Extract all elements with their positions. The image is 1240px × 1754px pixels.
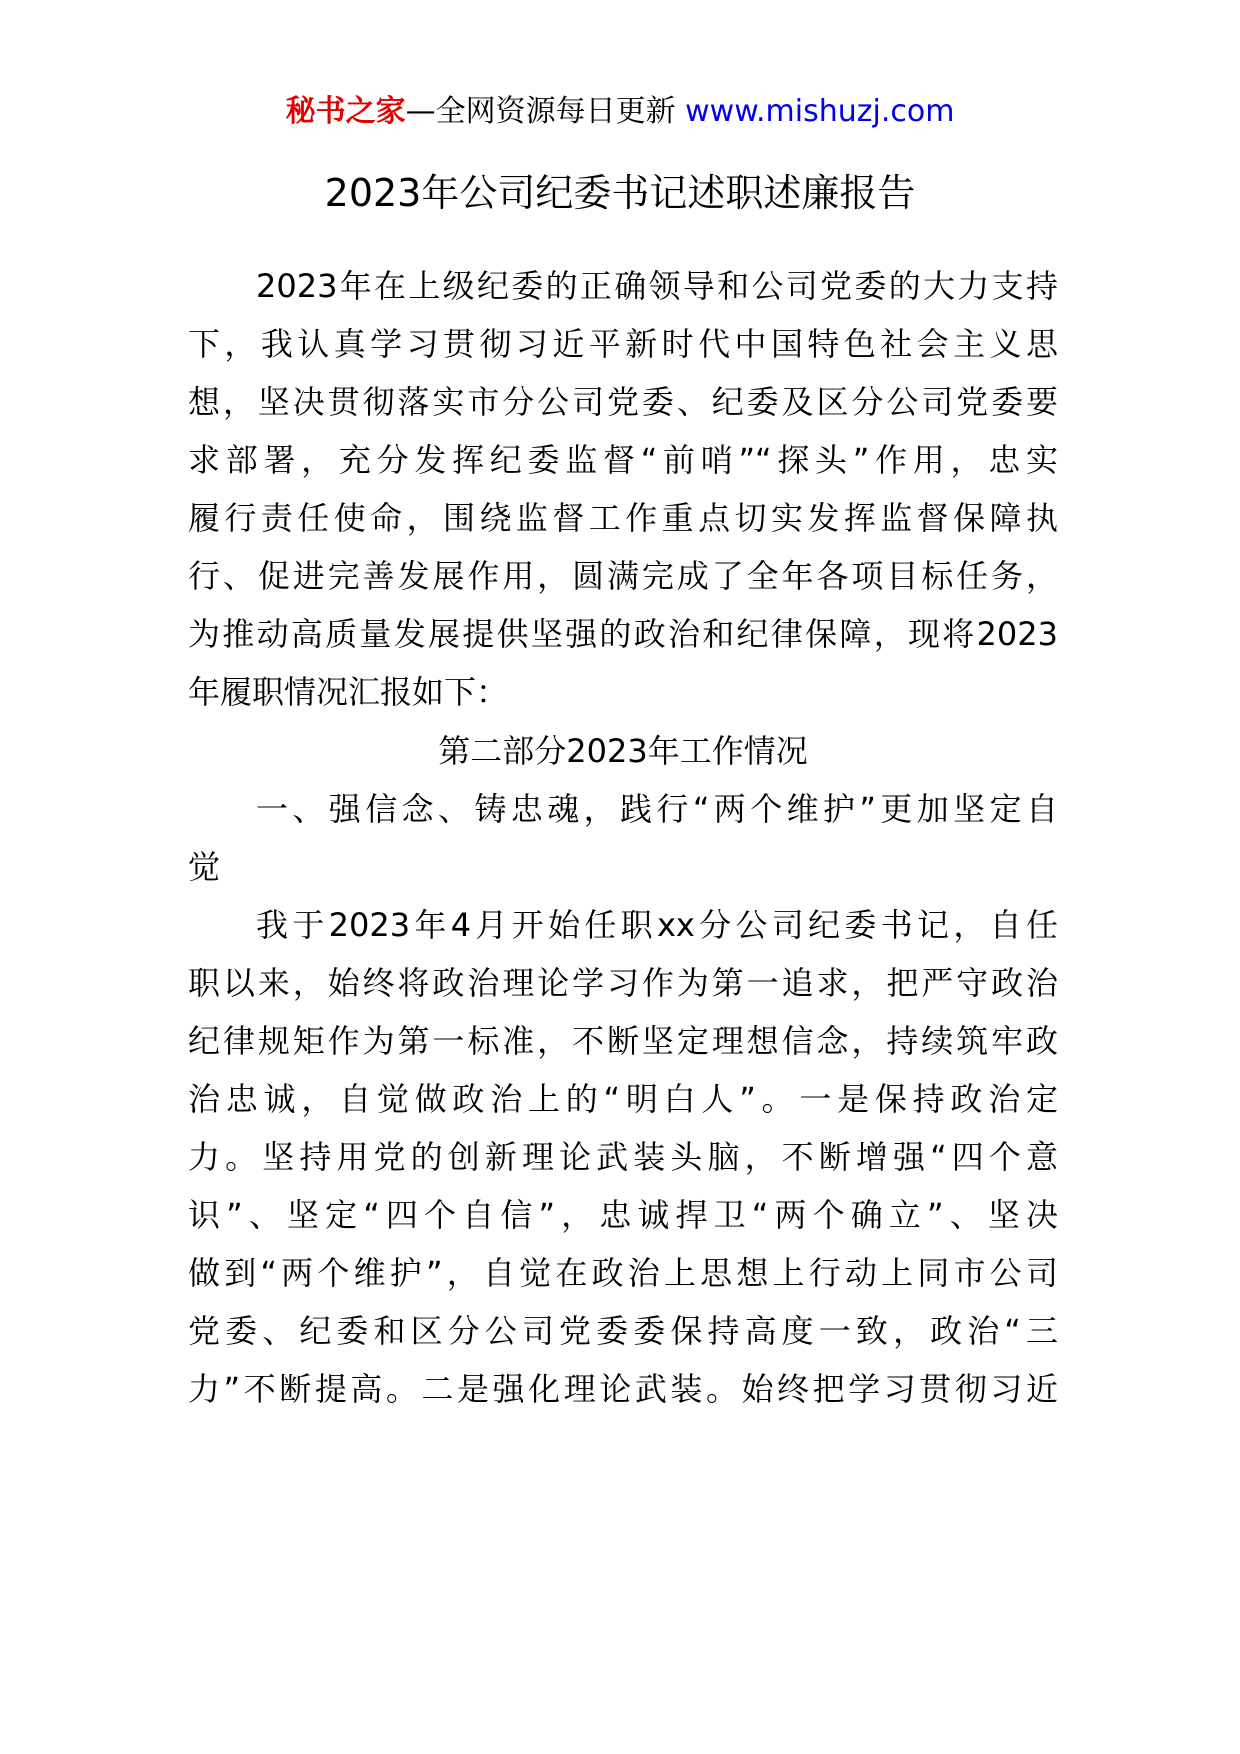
document-title: 2023年公司纪委书记述职述廉报告 [324, 171, 916, 215]
body-line: 求部署，充分发挥纪委监督“前哨”“探头”作用，忠实 [188, 441, 1058, 479]
subsection-heading-cont: 觉 [188, 848, 221, 886]
body-line: 履行责任使命，围绕监督工作重点切实发挥监督保障执 [188, 499, 1058, 537]
body-line: 我于2023年4月开始任职xx分公司纪委书记，自任 [256, 906, 1058, 944]
body-line: 党委、纪委和区分公司党委委保持高度一致，政治“三 [188, 1312, 1058, 1350]
body-line: 职以来，始终将政治理论学习作为第一追求，把严守政治 [188, 964, 1058, 1002]
body-line: 纪律规矩作为第一标准，不断坚定理想信念，持续筑牢政 [188, 1022, 1058, 1060]
section-heading: 第二部分2023年工作情况 [438, 732, 808, 770]
site-url-link[interactable]: www.mishuzj.com [685, 94, 955, 129]
body-line: 力。坚持用党的创新理论武装头脑，不断增强“四个意 [188, 1138, 1058, 1176]
body-line: 为推动高质量发展提供坚强的政治和纪律保障，现将2023 [188, 615, 1058, 653]
body-line: 年履职情况汇报如下： [188, 673, 509, 711]
body-line: 做到“两个维护”，自觉在政治上思想上行动上同市公司 [188, 1254, 1058, 1292]
site-brand: 秘书之家 [285, 94, 406, 129]
body-line: 治忠诚，自觉做政治上的“明白人”。一是保持政治定 [188, 1080, 1058, 1118]
site-header [0, 92, 1240, 132]
body-line: 下，我认真学习贯彻习近平新时代中国特色社会主义思 [188, 325, 1058, 363]
body-line: 想，坚决贯彻落实市分公司党委、纪委及区分公司党委要 [188, 383, 1058, 421]
body-line: 力”不断提高。二是强化理论武装。始终把学习贯彻习近 [188, 1370, 1058, 1408]
body-line: 识”、坚定“四个自信”，忠诚捍卫“两个确立”、坚决 [188, 1196, 1058, 1234]
body-line: 2023年在上级纪委的正确领导和公司党委的大力支持 [256, 267, 1058, 305]
subsection-heading: 一、强信念、铸忠魂，践行“两个维护”更加坚定自 [256, 790, 1058, 828]
site-tagline: —全网资源每日更新 [405, 94, 686, 129]
body-line: 行、促进完善发展作用，圆满完成了全年各项目标任务， [188, 557, 1058, 595]
